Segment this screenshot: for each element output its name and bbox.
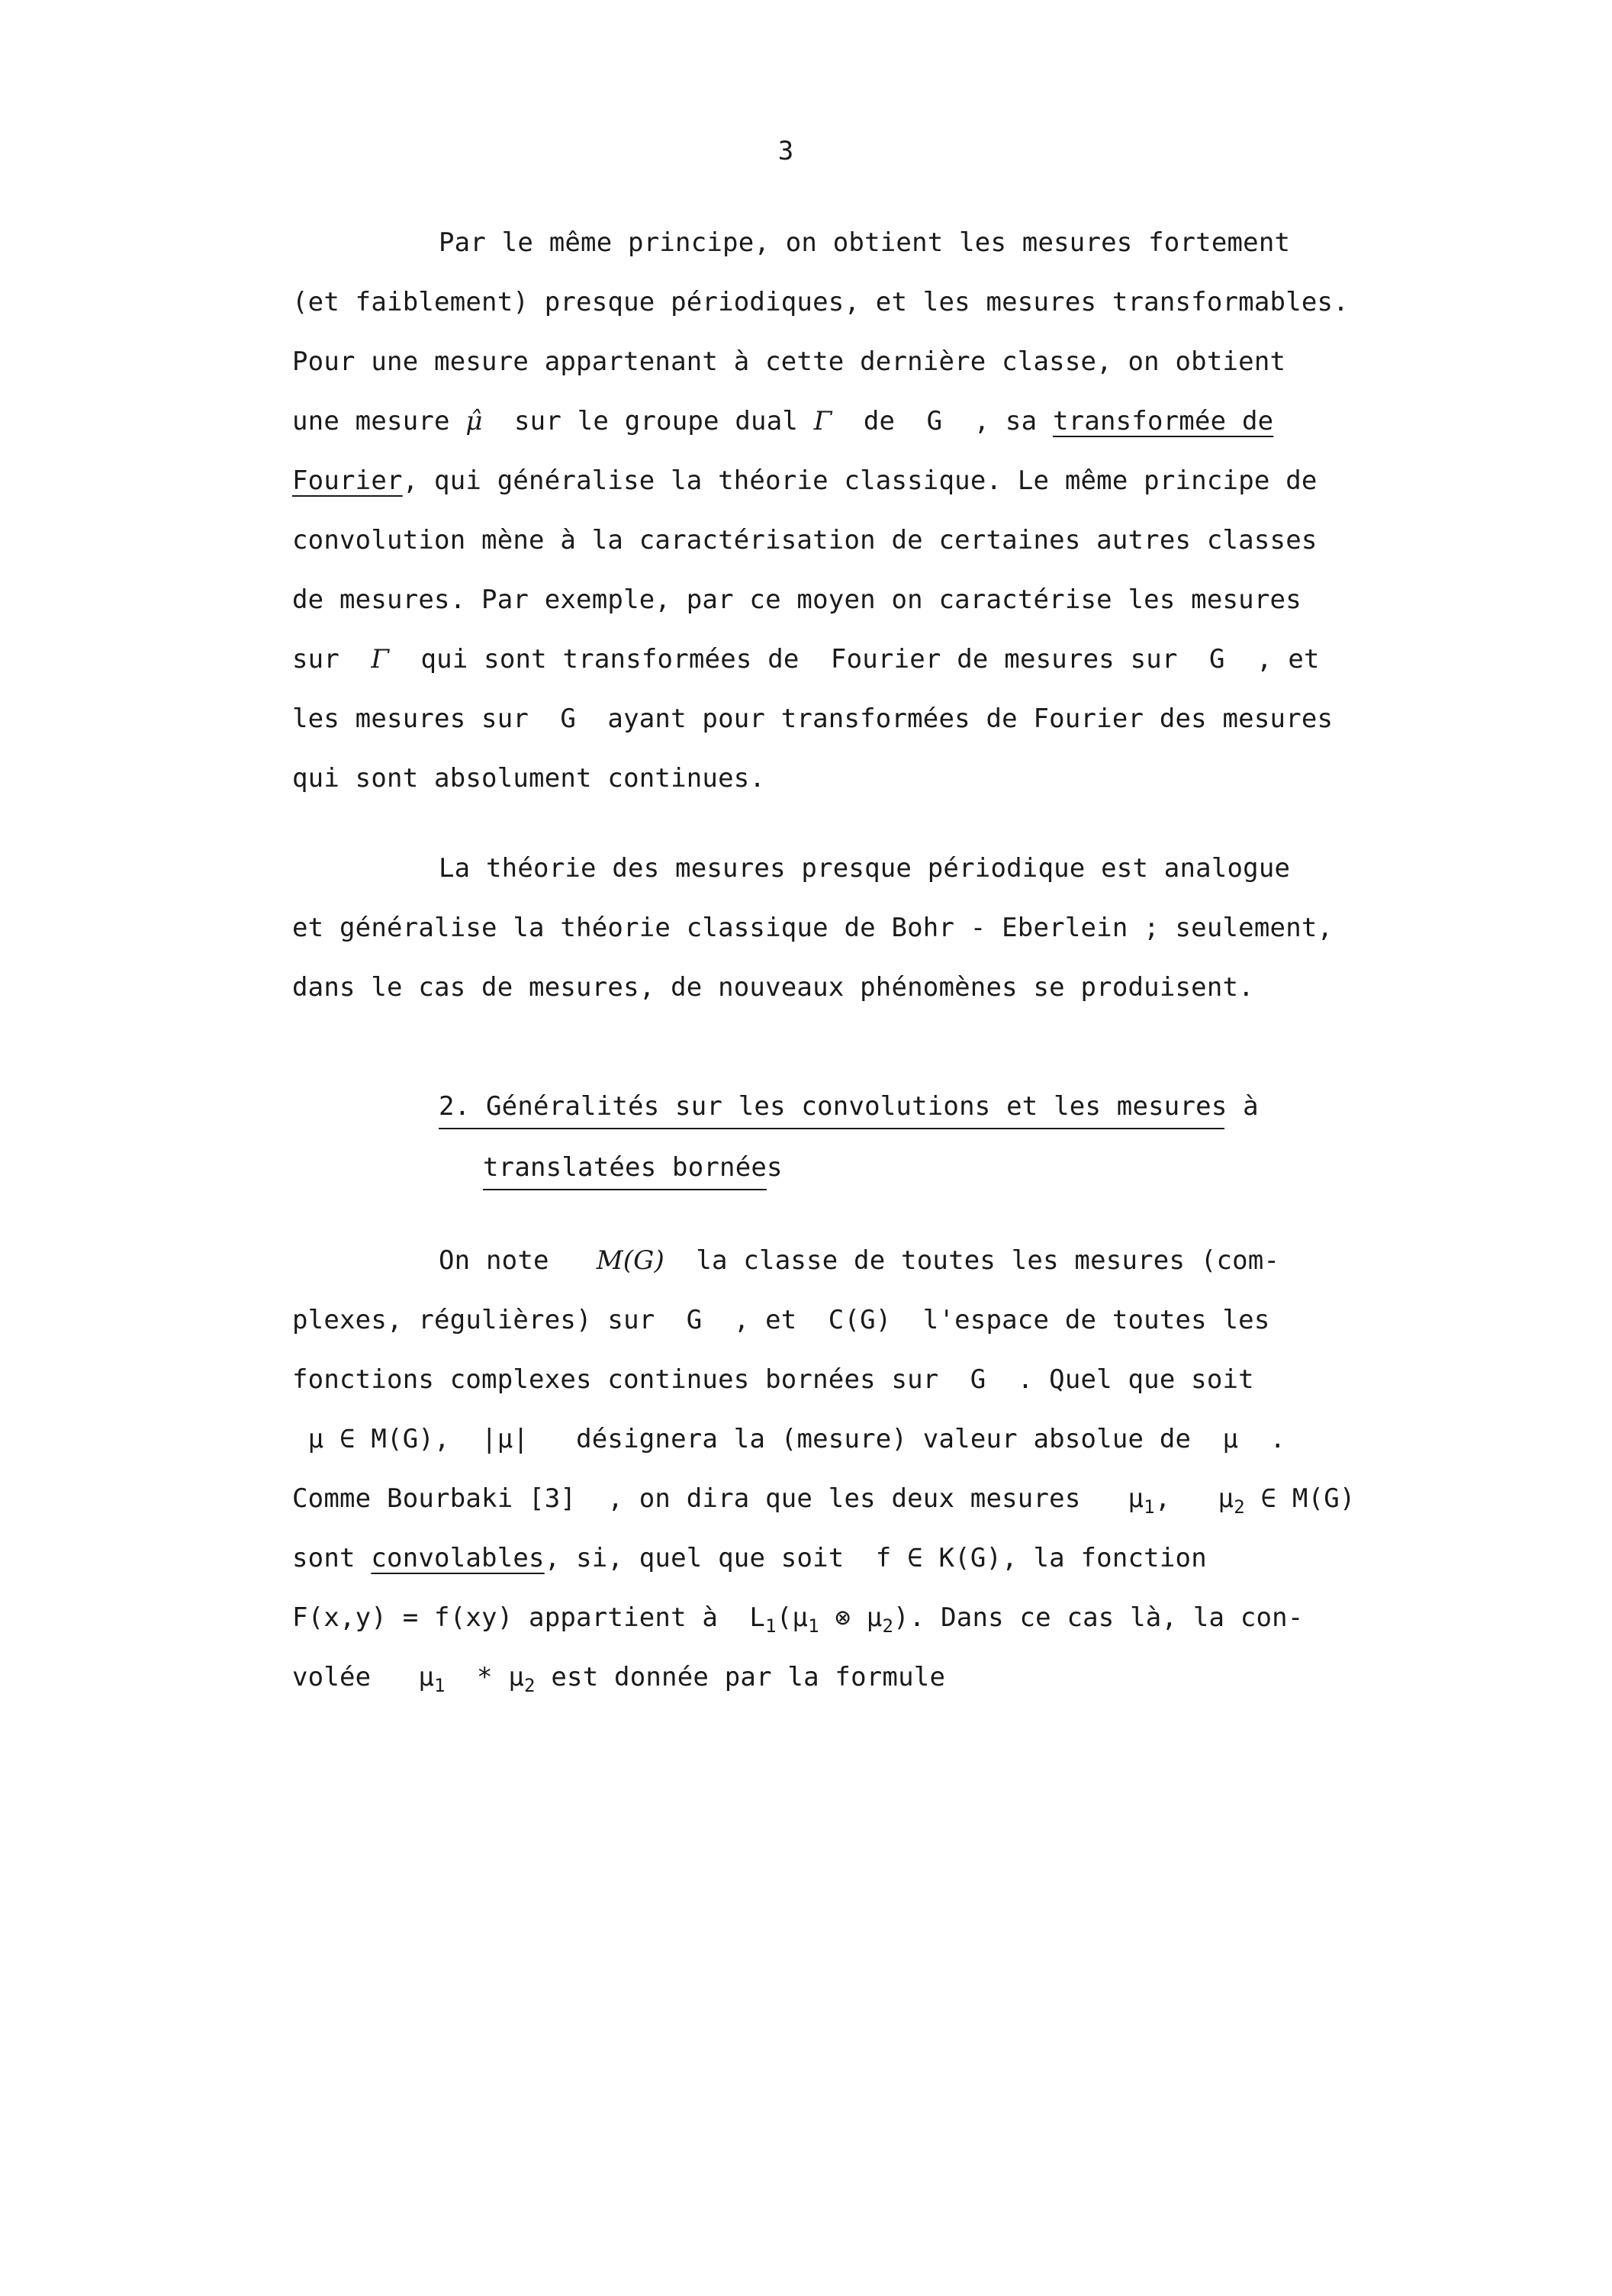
heading-underline-1 bbox=[439, 1128, 1224, 1129]
page-number: 3 bbox=[777, 136, 794, 166]
heading-underline-2 bbox=[483, 1189, 767, 1190]
subscript: 2 bbox=[882, 1615, 894, 1637]
paragraph3-line7 bbox=[292, 1601, 1304, 1637]
text-fragment: la classe de toutes les mesures (com- bbox=[664, 1245, 1280, 1276]
paragraph3-line2: plexes, régulières) sur G , et C(G) l'espace de toutes les bbox=[292, 1305, 1270, 1335]
text-fragment: de G , sa bbox=[832, 406, 1053, 436]
gamma-symbol: Γ bbox=[813, 406, 832, 436]
text-fragment bbox=[292, 1424, 308, 1454]
text-fragment: désignera la (mesure) valeur absolue de bbox=[529, 1424, 1223, 1454]
paragraph1-line4 bbox=[292, 404, 1273, 438]
text-fragment: sur bbox=[292, 644, 372, 675]
measure-space-symbol: M(G) bbox=[596, 1245, 665, 1276]
underlined-term: Fourier bbox=[292, 465, 403, 496]
paragraph1-line8 bbox=[292, 642, 1320, 676]
text-fragment: F(x,y) = f(xy) appartient à L bbox=[292, 1602, 766, 1633]
mu-symbol: μ bbox=[1222, 1424, 1239, 1454]
text-fragment: . bbox=[1238, 1424, 1286, 1454]
text-fragment: * μ bbox=[445, 1662, 525, 1692]
subscript: 1 bbox=[765, 1615, 777, 1637]
text-fragment: est donnée par la formule bbox=[535, 1662, 946, 1692]
paragraph2-line2: et généralise la théorie classique de Bohr - Eberlein ; seulement, bbox=[292, 913, 1334, 943]
section-heading-line1: 2. Généralités sur les convolutions et les mesures à bbox=[439, 1091, 1259, 1122]
subscript: 2 bbox=[1234, 1496, 1245, 1518]
paragraph1-line3: Pour une mesure appartenant à cette dernière classe, on obtient bbox=[292, 346, 1286, 377]
paragraph3-line1 bbox=[439, 1244, 1279, 1277]
text-fragment: Comme Bourbaki [3] , on dira que les deux mesures bbox=[292, 1483, 1128, 1514]
mu-symbol: μ bbox=[1128, 1483, 1144, 1514]
mu-hat-symbol: μ̂ bbox=[465, 406, 483, 436]
text-fragment: sont bbox=[292, 1543, 372, 1573]
text-fragment: ⊗ μ bbox=[819, 1602, 883, 1633]
text-fragment: sur le groupe dual bbox=[482, 406, 814, 436]
paragraph3-line3: fonctions complexes continues bornées sur G . Quel que soit bbox=[292, 1364, 1254, 1395]
underlined-term: convolables bbox=[371, 1543, 545, 1573]
paragraph3-line4 bbox=[292, 1422, 1285, 1456]
text-fragment: On note bbox=[439, 1245, 597, 1276]
paragraph1-line6: convolution mène à la caractérisation de certaines autres classes bbox=[292, 525, 1318, 555]
paragraph1-line1: Par le même principe, on obtient les mesures fortement bbox=[439, 227, 1291, 258]
paragraph1-line5 bbox=[292, 464, 1318, 498]
text-fragment bbox=[450, 1424, 481, 1454]
paragraph1-line9: les mesures sur G ayant pour transformées de Fourier des mesures bbox=[292, 704, 1334, 734]
gamma-symbol: Γ bbox=[371, 644, 390, 675]
underlined-term: transformée de bbox=[1052, 406, 1274, 436]
paragraph2-line1: La théorie des mesures presque périodique est analogue bbox=[439, 853, 1291, 884]
mu-symbol: μ bbox=[1218, 1483, 1234, 1514]
abs-mu-symbol: |μ| bbox=[481, 1424, 529, 1454]
paragraph3-line6 bbox=[292, 1541, 1207, 1575]
text-fragment: une mesure bbox=[292, 406, 466, 436]
text-fragment: , qui généralise la théorie classique. Le même principe de bbox=[402, 465, 1318, 496]
text-fragment: (μ bbox=[776, 1602, 809, 1633]
text-fragment: qui sont transformées de Fourier de mesures sur G , et bbox=[389, 644, 1320, 675]
paragraph3-line8 bbox=[292, 1660, 945, 1694]
mu-in-MG: μ ∈ M(G), bbox=[307, 1424, 450, 1454]
paragraph1-line7: de mesures. Par exemple, par ce moyen on caractérise les mesures bbox=[292, 584, 1302, 615]
subscript: 1 bbox=[1144, 1496, 1155, 1518]
subscript: 1 bbox=[808, 1615, 819, 1637]
section-heading-line2: translatées bornées bbox=[483, 1152, 783, 1183]
subscript: 1 bbox=[434, 1675, 446, 1696]
paragraph1-line2: (et faiblement) presque périodiques, et les mesures transformables. bbox=[292, 287, 1349, 317]
text-fragment: , bbox=[1154, 1483, 1218, 1514]
text-fragment: , si, quel que soit f ∈ K(G), la fonction bbox=[544, 1543, 1207, 1573]
paragraph3-line5 bbox=[292, 1482, 1356, 1518]
text-fragment: ). Dans ce cas là, la con- bbox=[893, 1602, 1304, 1633]
paragraph2-line3: dans le cas de mesures, de nouveaux phénomènes se produisent. bbox=[292, 972, 1254, 1003]
paragraph1-line10: qui sont absolument continues. bbox=[292, 763, 766, 794]
text-fragment: volée μ bbox=[292, 1662, 435, 1692]
subscript: 2 bbox=[524, 1675, 536, 1696]
text-fragment: ∈ M(G) bbox=[1244, 1483, 1356, 1514]
